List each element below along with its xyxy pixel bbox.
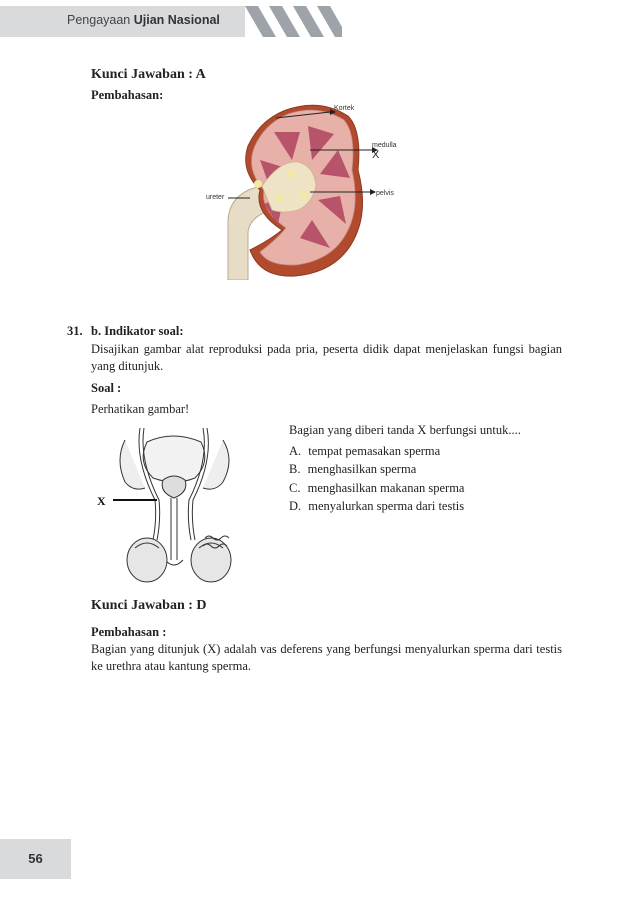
option-d-letter: D. (289, 499, 302, 513)
option-a (289, 443, 440, 460)
option-d-text: menyalurkan sperma dari testis (308, 499, 465, 513)
option-b-letter: B. (289, 462, 301, 476)
kidney-diagram (200, 100, 440, 280)
option-a-letter: A. (289, 444, 302, 458)
label-medulla: medulla (372, 142, 397, 149)
option-b-text: menghasilkan sperma (307, 462, 417, 476)
indicator-title: b. Indikator soal: (91, 324, 184, 338)
male-reproductive-diagram (95, 420, 250, 590)
label-pelvis: pelvis (376, 190, 394, 197)
discussion-text: Bagian yang ditunjuk (X) adalah vas deferens yang berfungsi menyalurkan sperma dari testis ke urethra atau kantung sperma. (91, 642, 562, 673)
soal-label: Soal : (91, 381, 122, 395)
option-b (289, 461, 416, 478)
header-title-bold: Ujian Nasional (133, 13, 220, 27)
discussion-label-2: Pembahasan : (91, 625, 167, 639)
option-c-letter: C. (289, 481, 301, 495)
header-prefix: Pengayaan (67, 13, 131, 27)
indicator-text: Disajikan gambar alat reproduksi pada pria, peserta didik dapat menjelaskan fungsi bagian yang ditunjuk. (91, 342, 562, 373)
label-ureter: ureter (206, 194, 225, 201)
label-cortex: Kortek (334, 105, 355, 112)
option-c-text: menghasilkan makanan sperma (307, 481, 465, 495)
option-d (289, 498, 464, 515)
instruction-text: Perhatikan gambar! (91, 402, 190, 416)
header-stripes (232, 6, 342, 37)
figure-x-marker: X (97, 494, 106, 508)
option-c (289, 480, 465, 497)
question-prompt: Bagian yang diberi tanda X berfungsi untuk.... (289, 423, 521, 437)
question-number: 31. (67, 324, 83, 338)
answer-key-2: Kunci Jawaban : D (91, 598, 207, 613)
answer-key-1: Kunci Jawaban : A (91, 67, 206, 82)
page-number: 56 (28, 851, 43, 866)
header-title (67, 13, 220, 27)
discussion-label-1: Pembahasan: (91, 88, 164, 102)
option-a-text: tempat pemasakan sperma (308, 444, 441, 458)
label-x-marker: X (372, 149, 380, 161)
